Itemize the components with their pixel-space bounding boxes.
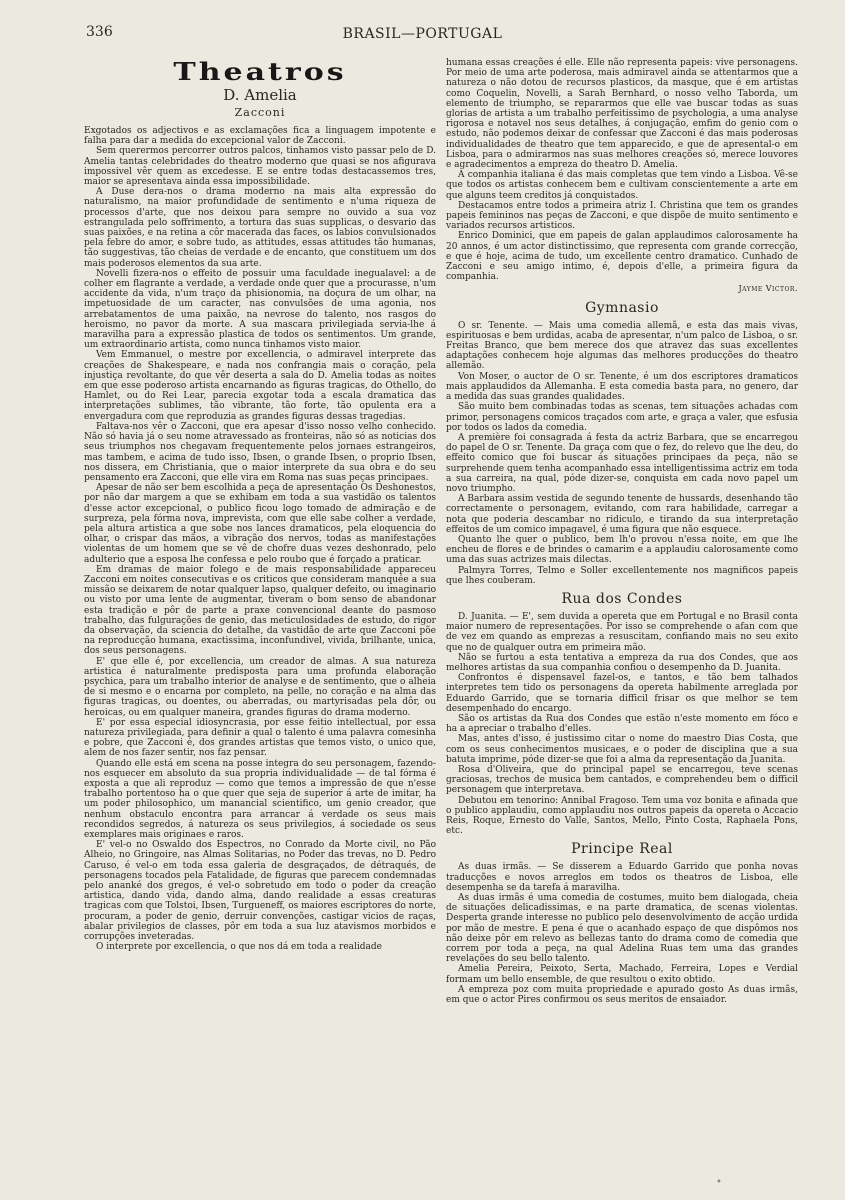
paragraph: E' que elle é, por excellencia, um creador de almas. A sua natureza artistica é naturalmente predisposta para uma profunda elaboração psychica, para um trabalho interior de analyse e de sentimento, que o alheia de si mesmo e o encarna por completo, na pelle, no coração e na alma das figuras tragicas, ou doentes, ou aberradas, ou martyrisadas pela dôr, ou heroicas, ou em qualquer maneira, grandes figuras do drama moderno. <box>84 656 436 718</box>
paragraph: São muito bem combinadas todas as scenas, tem situações achadas com primor, personagens comicos traçados com arte, e graça a valer, que esfusia por todos os lados da comedia. <box>446 402 798 433</box>
paragraph: Em dramas de maior folego e de mais responsabilidade appareceu Zacconi em noites consecutivas e os criticos que consideram manquée a sua missão se deixarem de notar qualquer lapso, qualquer defeito, ou imaginario ou visto por uma lente de augmentar, tiveram o bom senso de abandonar esta tradição e pôr de parte a praxe convencional deante do pasmoso trabalho, das fulgurações de genio, das meticulosidades de estudo, do rigor da observação, da sciencia do detalhe, da vastidão de arte que Zacconi põe na reproducção humana, exactissima, inconfundivel, vivida, brilhante, unica, dos seus personagens. <box>84 564 436 657</box>
paragraph: Sem querermos percorrer outros palcos, tinhamos visto passar pelo de D. Amelia tantas celebridades do theatro moderno que quasi se nos afigurava impossivel vêr quem as excedesse. E se entre todas destacassemos tres, maior se apresentava ainda essa impossibilidade. <box>84 146 436 188</box>
paragraph: Apesar de não ser bem escolhida a peça de apresentação Os Deshonestos, por não dar margem a que se exhibam em toda a sua vastidão os talentos d'esse actor excepcional, o publico ficou logo tomado de admiração e de surpreza, pela fórma nova, imprevista, com que elle sabe colher a verdade, pela altura artistica a que sobe nos lances dramaticos, pela eloquencia do olhar, o crispar das mãos, a vibração dos nervos, todas as manifestações violentas de um homem que se vê de chofre duas vezes deshonrado, pelo adulterio que a esposa lhe confessa e pelo roubo que é forçado a praticar. <box>84 483 436 565</box>
paragraph: Quando elle está em scena na posse integra do seu personagem, fazendo-nos esquecer em absoluto da sua propria individualidade — de tal fórma é exposta a que ali reproduz — como que temos a impressão de que n'esse trabalho portentoso ha o que quer que seja de superior á arte de imitar, ha um poder philosophico, um manancial scientifico, um genio creador, que nenhum obstaculo encontra para arrancar á verdade os seus mais recondidos segredos, á natureza os seus privilegios, á sociedade os seus exemplares mais originaes e raros. <box>84 758 436 841</box>
paragraph: Destacamos entre todos a primeira atriz I. Christina que tem os grandes papeis femininos nas peças de Zacconi, e que dispõe de muito sentimento e variados recursos artisticos. <box>446 200 798 232</box>
paragraph: A première foi consagrada á festa da actriz Barbara, que se encarregou do papel de O sr. Tenente. Da graça com que o fez, do relevo que lhe deu, do effeito comico que foi buscar ás situações principaes da peça, não se surprehende quem tenha acompanhado essa intelligentissima actriz em toda a sua carreira, na qual, póde dizer-se, conquista em cada novo papel um novo triumpho. <box>446 432 798 494</box>
paragraph: Enrico Dominici, que em papeis de galan applaudimos calorosamente ha 20 annos, é um actor distinctissimo, que representa com grande correcção, e que é hoje, acima de tudo, um excellente centro dramatico. Cunhado de Zacconi e seu amigo intimo, é, depois d'elle, a primeira figura da companhia. <box>446 231 798 283</box>
paragraph: D. Juanita. — E', sem duvida a opereta que em Portugal e no Brasil conta maior numero de representações. Por isso se comprehende o afan com que de vez em quando as emprezas a resuscitam, confiando mais no seu exito que no de qualquer outra em primeira mão. <box>446 611 798 653</box>
right-column <box>446 58 798 1005</box>
paragraph: Palmyra Torres, Telmo e Soller excellentemente nos magnificos papeis que lhes couberam. <box>446 565 798 586</box>
paragraph: O sr. Tenente. — Mais uma comedia allemã, e esta das mais vivas, espirituosas e bem urdidas, acaba de apresentar, n'um palco de Lisboa, o sr. Freitas Branco, que bem merece dos que atravez das suas excellentes adaptações conhecem hoje algumas das melhores producções do theatro allemão. <box>446 320 798 372</box>
paragraph: Rosa d'Oliveira, que do principal papel se encarregou, teve scenas graciosas, trechos de musica bem cantados, e comprehendeu bem o difficil personagem que interpretava. <box>446 765 798 796</box>
ornament-dot: • <box>716 1177 722 1188</box>
paragraph: Amelia Pereira, Peixoto, Serta, Machado, Ferreira, Lopes e Verdial formam um bello ensemble, de que resultou o exito obtido. <box>446 964 798 985</box>
paragraph: A companhia italiana é das mais completas que tem vindo a Lisboa. Vê-se que todos os artistas conhecem bem e cultivam conscientemente a arte em que alguns teem creditos já conquistados. <box>446 170 798 201</box>
section-masthead: Theatros <box>173 58 347 87</box>
running-head: BRASIL—PORTUGAL <box>342 26 503 42</box>
paragraph: A Duse dera-nos o drama moderno na mais alta expressão do naturalismo, na maior profundidade de sentimento e n'uma riqueza de processos d'arte, que nos deixou para sempre no ouvido a sua voz estrangulada pelo soffrimento, a tortura das suas supplicas, o desvario das suas paixões, e na retina a côr macerada das faces, os labios convulsionados pela febre do amor, e sobre tudo, as attitudes, essas attitudes tão humanas, tão suggestivas, tão cheias de verdade e de encanto, que constituem um dos mais poderosos elementos da sua arte. <box>84 187 436 269</box>
paragraph: Não se furtou a esta tentativa a empreza da rua dos Condes, que aos melhores artistas da sua companhia confiou o desempenho da D. Juanita. <box>446 652 798 673</box>
paragraph: O interprete por excellencia, o que nos dá em toda a realidade <box>96 942 382 953</box>
paragraph: E' vel-o no Oswaldo dos Espectros, no Conrado da Morte civil, no Pão Alheio, no Gringoire, nas Almas Solitarias, no Poder das trevas, no D. Pedro Caruso, é vel-o em toda essa galeria de desgraçados, de détraqués, de personagens tocados pela Fatalidade, de figuras que parecem condemnadas pelo ananké dos gregos, é vel-o sobretudo em todo o poder da creação artistica, dando vida, dando alma, dando realidade a essas creaturas tragicas com que Tolstoi, Ibsen, Turgueneff, os maiores escriptores do norte, procuram, a poder de genio, derruir convenções, castigar vicios de raças, abalar privilegios de classes, pôr em toda a sua luz atavismos morbidos e corrupções inveteradas. <box>84 840 436 943</box>
paragraph: Quanto lhe quer o publico, bem lh'o provou n'essa noite, em que lhe encheu de flores e de brindes o camarim e a applaudiu calorosamente como uma das suas actrizes mais dilectas. <box>446 534 798 566</box>
paragraph: Mas, antes d'isso, é justissimo citar o nome do maestro Dias Costa, que com os seus conhecimentos musicaes, e o poder de disciplina que a sua batuta imprime, póde dizer-se que foi a alma da representação da Juanita. <box>446 734 798 765</box>
theatre-title: D. Amelia <box>223 86 297 104</box>
paragraph: As duas irmãs. — Se disserem a Eduardo Garrido que ponha novas traducções e novos arreglos em todos os theatros de Lisboa, elle desempenha se da tarefa á maravilha. <box>446 862 798 893</box>
author-signature: Jayme Victor. <box>738 284 798 294</box>
paragraph: Confrontos é dispensavel fazel-os, e tantos, e tão bem talhados interpretes tem tido os personagens da opereta habilmente arreglada por Eduardo Garrido, que se tornaria difficil frisar os que melhor se tem desempenhado do encargo. <box>446 673 798 714</box>
paragraph: E' por essa especial idiosyncrasia, por esse feitio intellectual, por essa natureza privilegiada, para definir a qual o talento é uma palavra comesinha e pobre, que Zacconi é, dos grandes artistas que temos visto, o unico que, alem de nos fazer sentir, nos faz pensar. <box>84 717 436 759</box>
paragraph: humana essas creações é elle. Elle não representa papeis: vive personagens. Por meio de uma arte poderosa, mais admiravel ainda se attentarmos que a natureza o não dotou de recursos plasticos, da masque, que é em artistas como Coquelin, Novelli, a Sarah Bernhard, o nosso velho Taborda, um elemento de triumpho, se repararmos que elle vae buscar todas as suas glorias de artista a um trabalho perfeitissimo de psychologia, a uma analyse rigorosa e notavel nos seus detalhes, á conjugação, emfim do genio com o estudo, não podemos deixar de confessar que Zacconi é das mais poderosas individualidades de theatro que tem apparecido, e que de apresental-o em Lisboa, para o admirarmos nas suas melhores creações só, merece louvores e agradecimentos a empreza do theatro D. Amelia. <box>446 58 798 171</box>
paragraph: Novelli fizera-nos o effeito de possuir uma faculdade inegualavel: a de colher em flagrante a verdade, a verdade onde quer que a procurasse, n'um accidente da vida, n'um traço da phisionomia, na doçura de um olhar, na impetuosidade de um caracter, nas convulsões de uma agonia, nos arrebatamentos de uma paixão, na nevrose do talento, nos rasgos do heroismo, no pavor da morte. A sua mascara privilegiada servia-lhe á maravilha para a expressão plastica de todos os sentimentos. Um grande, um extraordinario artista, como nunca tinhamos visto maior. <box>84 268 436 351</box>
page-number: 336 <box>86 24 113 40</box>
paragraph: Exgotados os adjectivos e as exclamações fica a linguagem impotente e falha para dar a medida do excepcional valor de Zacconi. <box>84 126 436 147</box>
paragraph: Faltava-nos vêr o Zacconi, que era apesar d'isso nosso velho conhecido. Não só havia já o seu nome atravessado as fronteiras, não só as noticias dos seus triumphos nos chegavam frequentemente pelos jornaes estrangeiros, mas tambem, e acima de tudo isso, Ibsen, o grande Ibsen, o proprio Ibsen, nos dissera, em Christiania, que o maior interprete da sua obra e do seu pensamento era Zacconi, que elle vira em Roma nas suas peças principaes. <box>84 421 436 483</box>
paragraph: Vem Emmanuel, o mestre por excellencia, o admiravel interprete das creações de Shakespeare, e nada nos confrangia mais o coração, pela injustiça revoltante, do que vêr deserta a sala do D. Amelia todas as noites em que esse poderoso artista encarnando as figuras tragicas, do Othello, do Hamlet, ou do Rei Lear, parecia exgotar toda a escala dramatica das interpretações sublimes, tão vibrante, tão forte, tão opulenta era a envergadura com que reproduzia as grandes figuras dessas tragedias. <box>84 350 436 422</box>
paragraph: A empreza poz com muita propriedade e apurado gosto As duas irmãs, em que o actor Pires confirmou os seus meritos de ensaiador. <box>446 984 798 1006</box>
section-heading-gymnasio: Gymnasio <box>585 299 659 316</box>
paragraph: A Barbara assim vestida de segundo tenente de hussards, desenhando tão correctamente o personagem, evitando, com rara habilidade, carregar a nota que poderia descambar no ridiculo, e tirando da sua interpretação effeitos de um comico impagavel, é uma figura que não esquece. <box>446 494 798 535</box>
paragraph: São os artistas da Rua dos Condes que estão n'este momento em fóco e ha a apreciar o trabalho d'elles. <box>446 713 798 735</box>
left-column <box>84 58 436 952</box>
paragraph: Von Moser, o auctor de O sr. Tenente, é um dos escriptores dramaticos mais applaudidos da Allemanha. E esta comedia basta para, no genero, dar a medida das suas grandes qualidades. <box>446 371 798 403</box>
section-heading-principe-real: Principe Real <box>571 841 673 858</box>
section-heading-rua-dos-condes: Rua dos Condes <box>561 590 683 607</box>
company-title: Zacconi <box>234 106 286 119</box>
paragraph: As duas irmãs é uma comedia de costumes, muito bem dialogada, cheia de situações delicadissimas, e na parte dramatica, de scenas violentas. Desperta grande interesse no publico pelo desenvolvimento de acção urdida por mão de mestre. E pena é que o acanhado espaço de que dispômos nos não deixe pôr em relevo as bellezas tanto do drama como de comedia que correm por toda a peça, na qual Adelina Ruas tem uma das grandes revelações do seu bello talento. <box>446 893 798 965</box>
paragraph: Debutou em tenorino: Annibal Fragoso. Tem uma voz bonita e afinada que o publico applaudiu, como applaudiu nos outros papeis da opereta o Accacio Reis, Roque, Ernesto do Valle, Santos, Mello, Pinto Costa, Raphaela Pons, etc. <box>446 795 798 837</box>
